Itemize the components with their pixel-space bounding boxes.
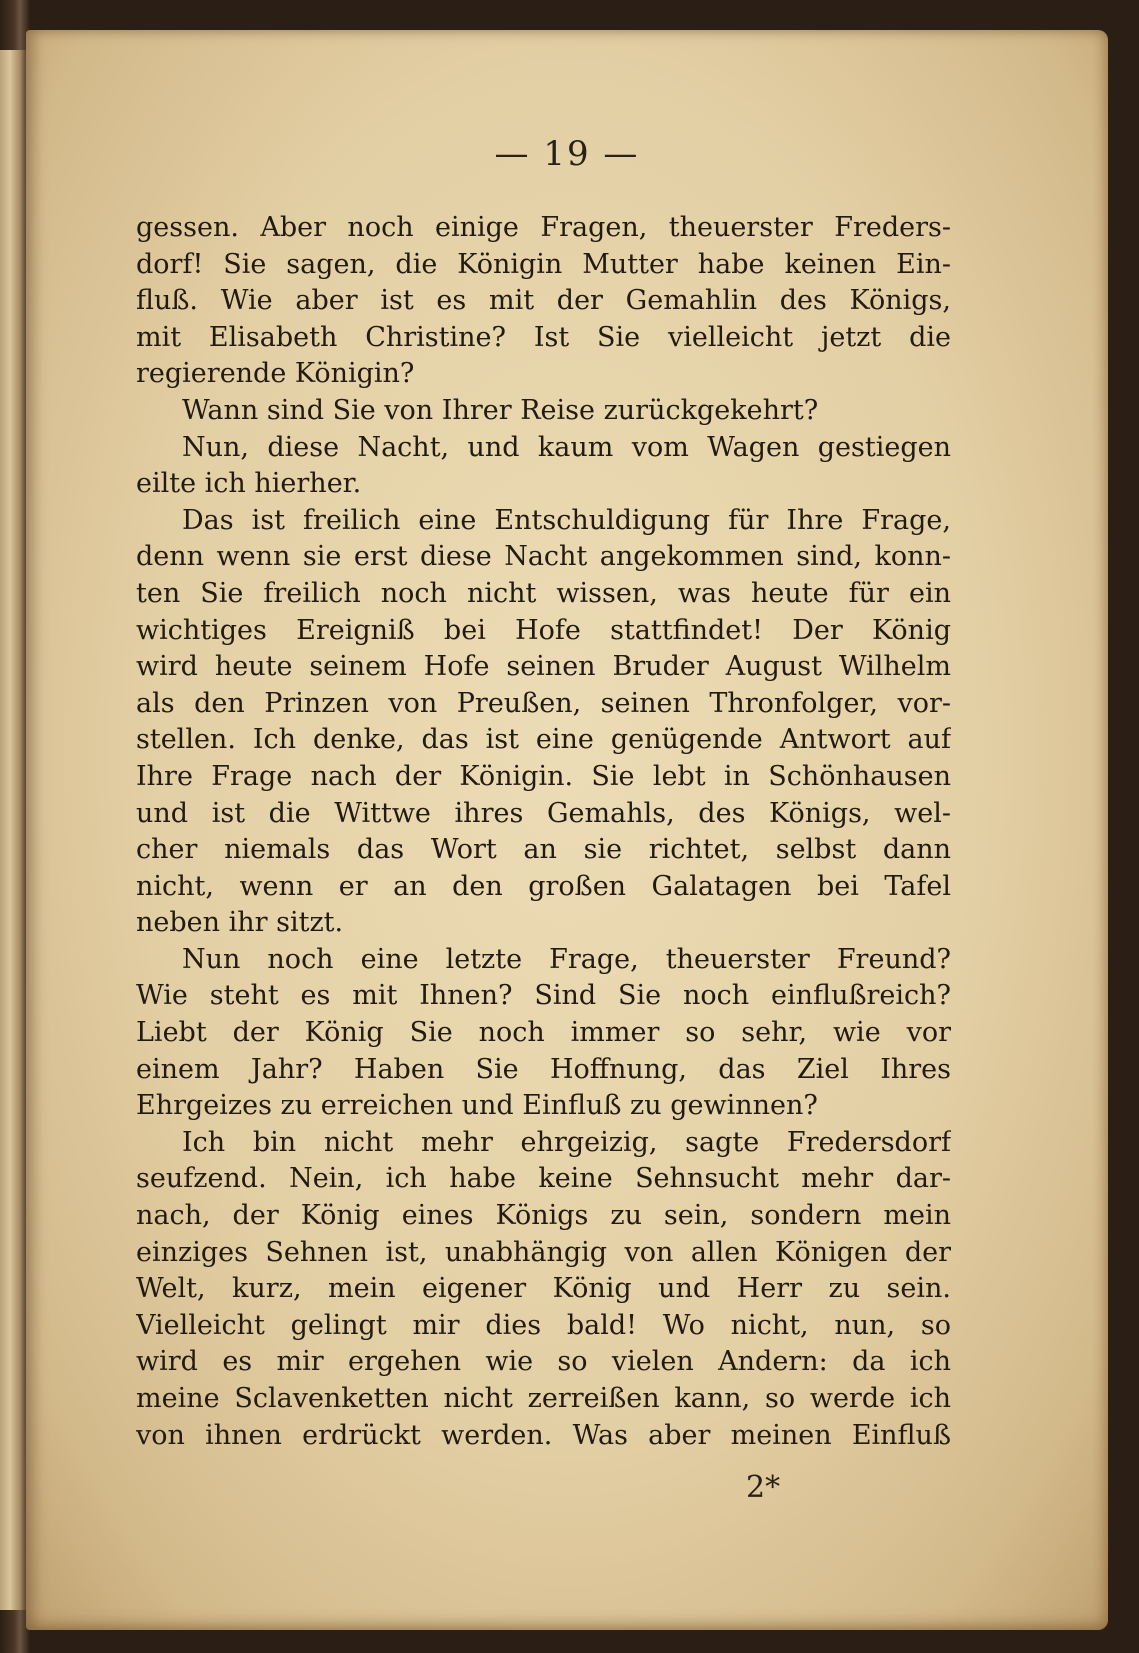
text-line: Das ist freilich eine Entschuldigung für Ihre Frage, [182, 504, 951, 536]
text-line: und ist die Wittwe ihres Gemahls, des Königs, wel- [136, 797, 951, 829]
text-line: Vielleicht gelingt mir dies bald! Wo nicht, nun, so [136, 1309, 951, 1341]
text-line: cher niemals das Wort an sie richtet, selbst dann [136, 834, 951, 866]
text-line: wichtiges Ereigniß bei Hofe stattfindet! Der König [136, 614, 951, 646]
text-line: wird es mir ergehen wie so vielen Andern: da ich [136, 1346, 951, 1378]
text-line: meine Sclavenketten nicht zerreißen kann, so werde ich [136, 1383, 951, 1414]
text-line: ten Sie freilich noch nicht wissen, was heute für ein [136, 577, 951, 609]
text-line: Nun noch eine letzte Frage, theuerster Freund? [182, 943, 951, 975]
text-line: von ihnen erdrückt werden. Was aber meinen Einfluß [136, 1419, 951, 1451]
book-page [26, 30, 1108, 1630]
text-line: regierende Königin? [136, 358, 415, 390]
text-line: Wie steht es mit Ihnen? Sind Sie noch einflußreich? [136, 980, 951, 1012]
text-line: neben ihr sitzt. [136, 907, 344, 939]
text-line: seufzend. Nein, ich habe keine Sehnsucht mehr dar- [136, 1163, 951, 1195]
text-line: einziges Sehnen ist, unabhängig von allen Königen der [136, 1236, 951, 1268]
text-line: denn wenn sie erst diese Nacht angekommen sind, konn- [136, 541, 951, 573]
text-line: Nun, diese Nacht, und kaum vom Wagen gestiegen [182, 431, 951, 463]
text-line: fluß. Wie aber ist es mit der Gemahlin des Königs, [136, 285, 951, 317]
text-line: als den Prinzen von Preußen, seinen Thronfolger, vor- [136, 687, 951, 719]
page-number: — 19 — [494, 134, 640, 174]
text-line: Ehrgeizes zu erreichen und Einfluß zu gewinnen? [136, 1090, 818, 1122]
previous-page-edge [0, 50, 26, 1610]
text-line: stellen. Ich denke, das ist eine genügende Antwort auf [136, 724, 951, 756]
text-line: dorf! Sie sagen, die Königin Mutter habe keinen Ein- [136, 248, 951, 280]
text-line: mit Elisabeth Christine? Ist Sie vielleicht jetzt die [136, 321, 951, 353]
page-text [136, 210, 951, 1454]
text-line: Ihre Frage nach der Königin. Sie lebt in Schönhausen [136, 760, 951, 792]
text-line: wird heute seinem Hofe seinen Bruder August Wilhelm [136, 651, 951, 683]
text-line: Welt, kurz, mein eigener König und Herr zu sein. [136, 1273, 951, 1305]
signature-mark: 2* [746, 1470, 781, 1505]
text-line: nicht, wenn er an den großen Galatagen bei Tafel [136, 870, 951, 902]
text-line: eilte ich hierher. [136, 468, 362, 500]
text-line: Liebt der König Sie noch immer so sehr, wie vor [136, 1017, 951, 1049]
text-line: nach, der König eines Königs zu sein, sondern mein [136, 1200, 951, 1232]
text-line: Wann sind Sie von Ihrer Reise zurückgekehrt? [182, 394, 819, 426]
text-line: Ich bin nicht mehr ehrgeizig, sagte Fredersdorf [182, 1126, 951, 1158]
text-line: gessen. Aber noch einige Fragen, theuerster Freders- [136, 212, 951, 243]
text-line: einem Jahr? Haben Sie Hoffnung, das Ziel Ihres [136, 1053, 951, 1085]
